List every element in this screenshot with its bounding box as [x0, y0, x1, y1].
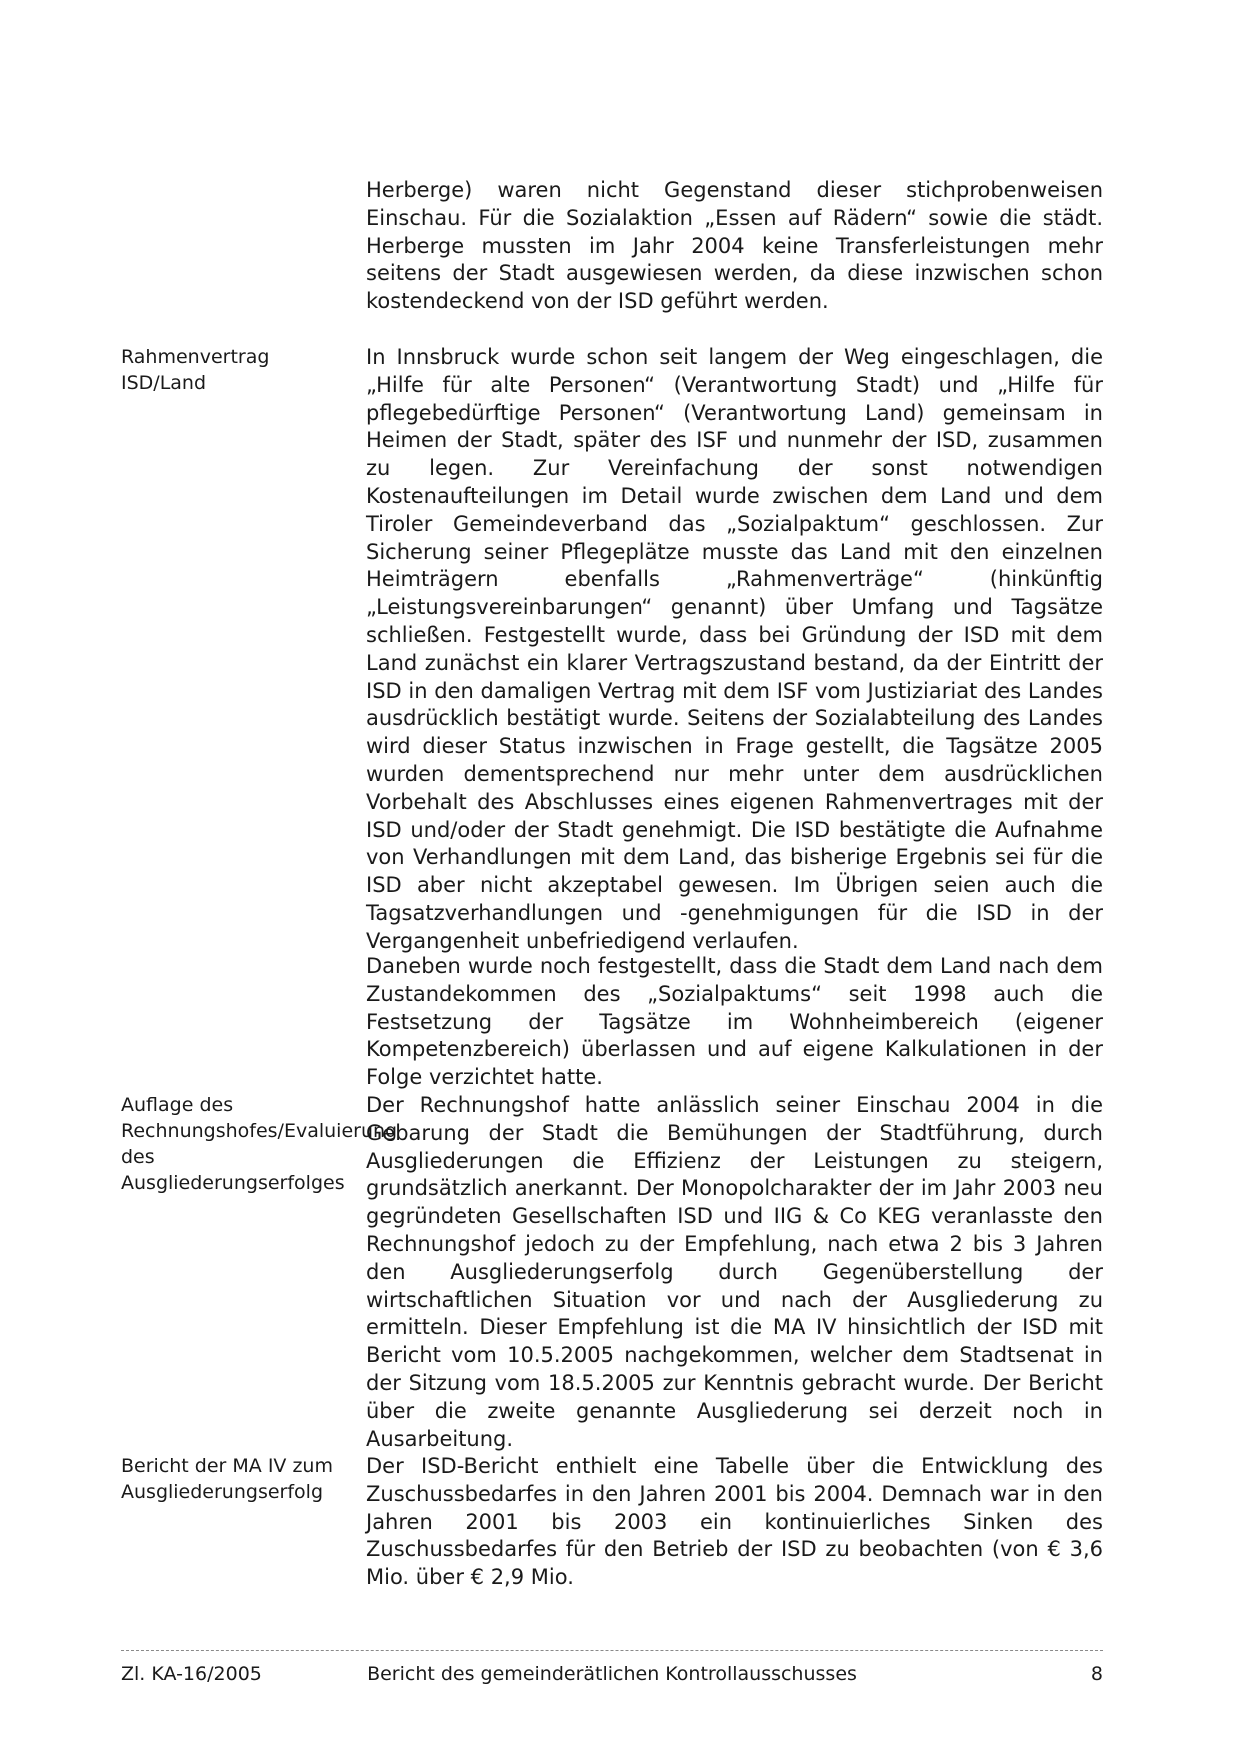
paragraph-rahmenvertrag: In Innsbruck wurde schon seit langem der Weg eingeschlagen, die „Hilfe für alte Personen“ (Verantwortung Stadt) und „Hilfe für pflegebedürftige Personen“ (Verantwortung Land) gemeinsam in Heimen der Stadt, später des ISF und nunmehr der ISD, zusammen zu legen. Zur Vereinfachung der sonst notwendigen Kostenaufteilungen im Detail wurde zwischen dem Land und dem Tiroler Gemeindeverband das „Sozialpaktum“ geschlossen. Zur Sicherung seiner Pflegeplätze musste das Land mit den einzelnen Heimträgern ebenfalls „Rahmenverträge“ (hinkünftig „Leistungsvereinbarungen“ genannt) über Umfang und Tagsätze schließen. Festgestellt wurde, dass bei Gründung der ISD mit dem Land zunächst ein klarer Vertragszustand bestand, da der Eintritt der ISD in den damaligen Vertrag mit dem ISF vom Justiziariat des Landes ausdrücklich bestätigt wurde. Seitens der Sozialabteilung des Landes wird dieser Status inzwischen in Frage gestellt, die Tagsätze 2005 wurden dementsprechend nur mehr unter dem ausdrücklichen Vorbehalt des Abschlusses eines eigenen Rahmenvertrages mit der ISD und/oder der Stadt genehmigt. Die ISD bestätigte die Aufnahme von Verhandlungen mit dem Land, das bisherige Ergebnis sei für die ISD aber nicht akzeptabel gewesen. Im Übrigen seien auch die Tagsatzverhandlungen und -genehmigungen für die ISD in der Vergangenheit unbefriedigend verlaufen.: [366, 345, 1103, 953]
page-number: 8: [1090, 1663, 1103, 1685]
footer-reference: Zl. KA-16/2005: [121, 1663, 262, 1685]
paragraph-sozialpaktum: Daneben wurde noch festgestellt, dass die Stadt dem Land nach dem Zustandekommen des „Sozialpaktums“ seit 1998 auch die Festsetzung der Tagsätze im Wohnheimbereich (eigener Kompetenzbereich) überlassen und auf eigene Kalkulationen in der Folge verzichtet hatte.: [366, 954, 1103, 1090]
paragraph-ma-iv-bericht: Der ISD-Bericht enthielt eine Tabelle über die Entwicklung des Zuschussbedarfes in den Jahren 2001 bis 2004. Demnach war in den Jahren 2001 bis 2003 ein kontinuierliches Sinken des Zuschussbedarfes für den Betrieb der ISD zu beobachten (von € 3,6 Mio. über € 2,9 Mio.: [366, 1454, 1103, 1590]
side-note-rechnungshof: Auflage des Rechnungshofes/Evaluierung des Ausgliederungserfolges: [121, 1094, 398, 1194]
paragraph-continuation: Herberge) waren nicht Gegenstand dieser stichprobenweisen Einschau. Für die Sozialaktion „Essen auf Rädern“ sowie die städt. Herberge mussten im Jahr 2004 keine Transferleistungen mehr seitens der Stadt ausgewiesen werden, da diese inzwischen schon kostendeckend von der ISD geführt werden.: [366, 178, 1103, 314]
paragraph-rechnungshof: Der Rechnungshof hatte anlässlich seiner Einschau 2004 in die Gebarung der Stadt die Bemühungen der Stadtführung, durch Ausgliederungen die Effizienz der Leistungen zu steigern, grundsätzlich anerkannt. Der Monopolcharakter der im Jahr 2003 neu gegründeten Gesellschaften ISD und IIG & Co KEG veranlasste den Rechnungshof jedoch zu der Empfehlung, nach etwa 2 bis 3 Jahren den Ausgliederungserfolg durch Gegenüberstellung der wirtschaftlichen Situation vor und nach der Ausgliederung zu ermitteln. Dieser Empfehlung ist die MA IV hinsichtlich der ISD mit Bericht vom 10.5.2005 nachgekommen, welcher dem Stadtsenat in der Sitzung vom 18.5.2005 zur Kenntnis gebracht wurde. Der Bericht über die zweite genannte Ausgliederung sei derzeit noch in Ausarbeitung.: [366, 1093, 1103, 1451]
footer-title: Bericht des gemeinderätlichen Kontrollausschusses: [367, 1663, 857, 1685]
page-footer: [121, 1662, 1103, 1686]
footer-divider: [121, 1650, 1103, 1651]
side-note-ma-iv-bericht: Bericht der MA IV zum Ausgliederungserfolg: [121, 1455, 333, 1503]
side-note-rahmenvertrag: Rahmenvertrag ISD/Land: [121, 346, 270, 394]
